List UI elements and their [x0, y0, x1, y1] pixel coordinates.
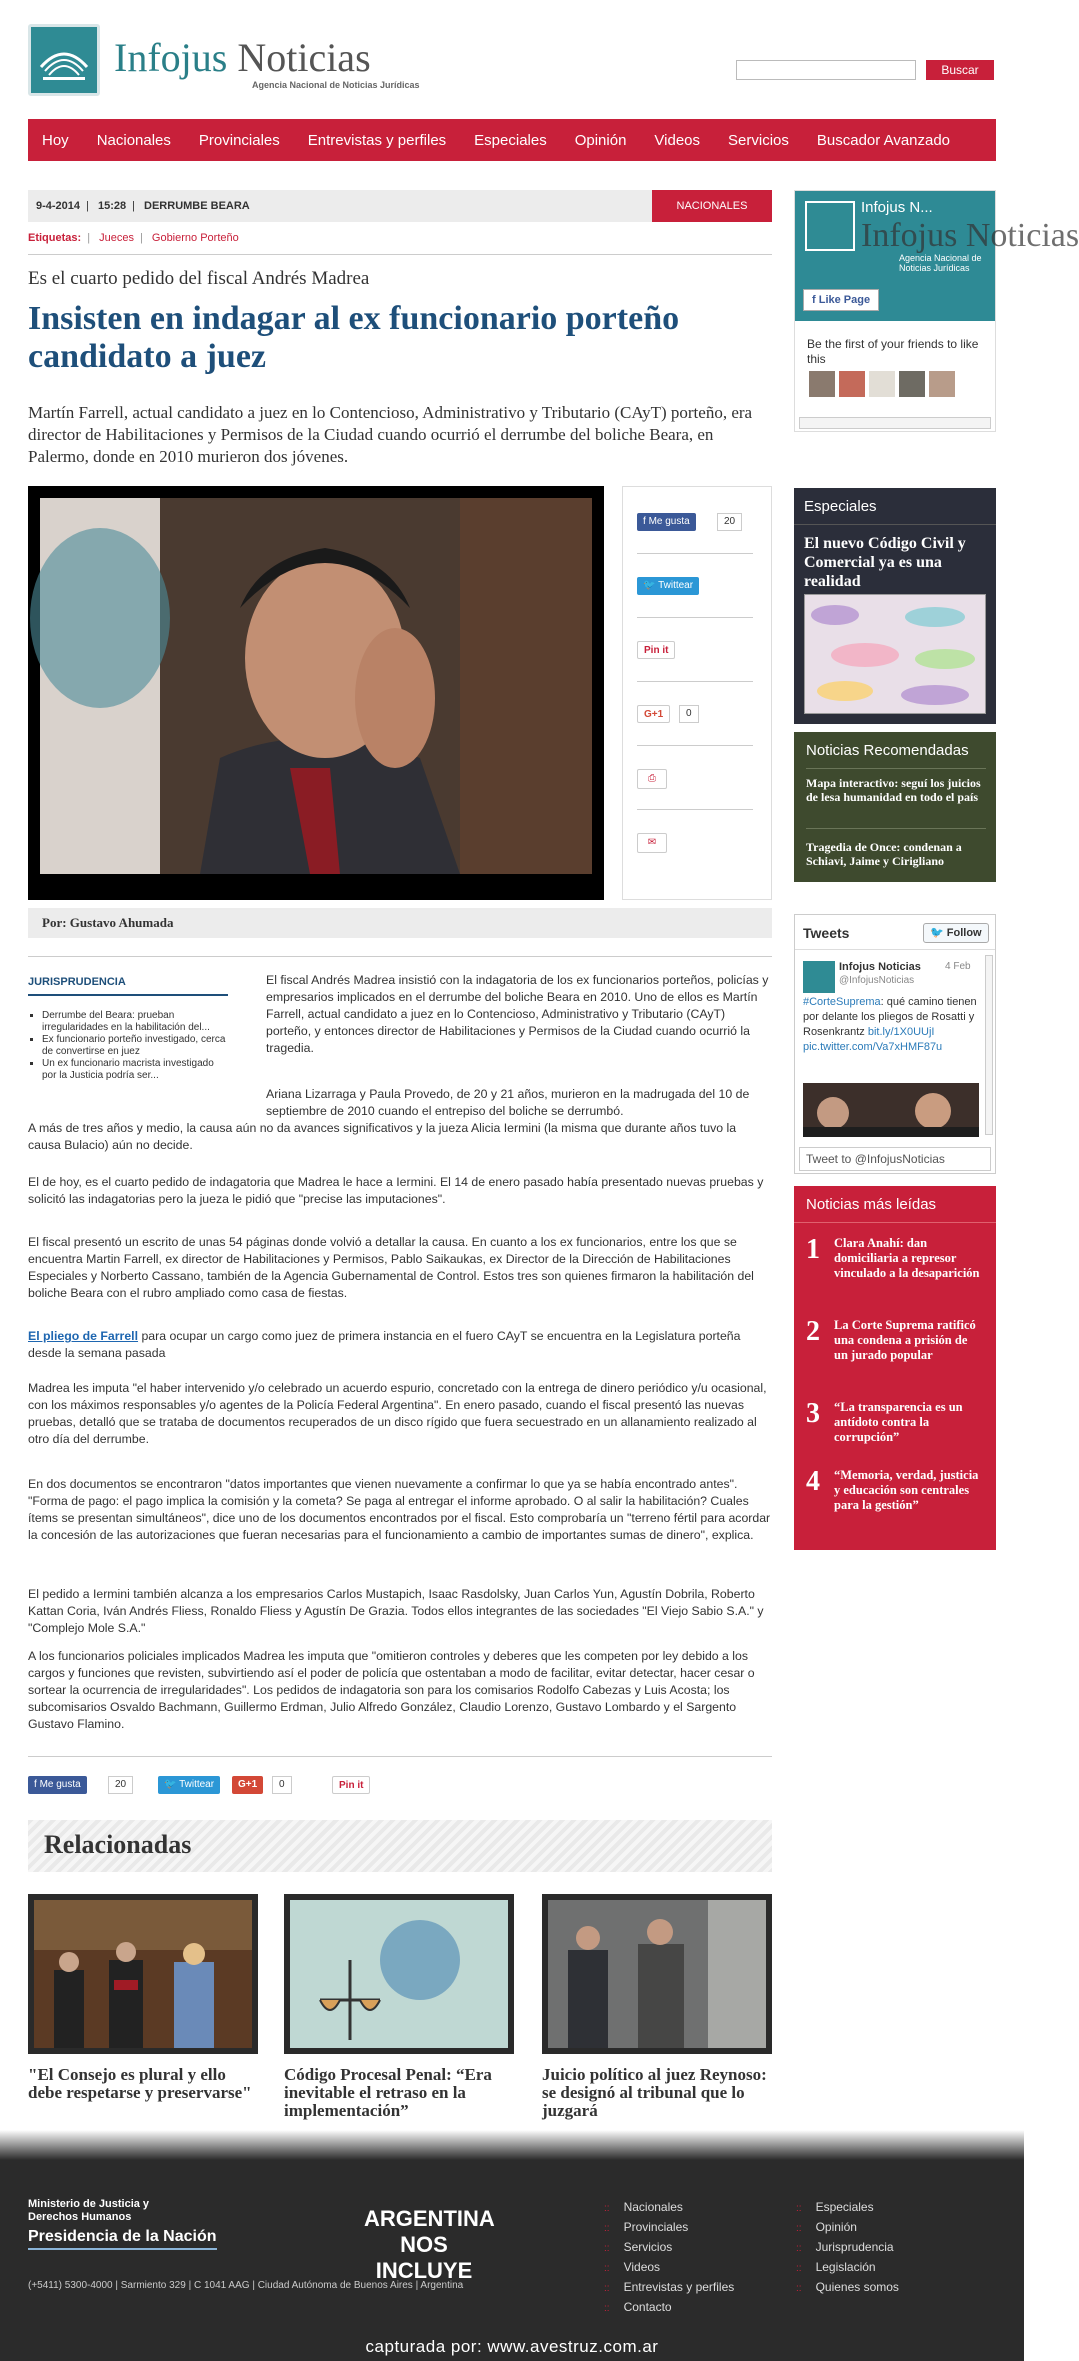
juris-link[interactable]: ▪ Derrumbe del Beara: prueban irregularidades en la habilitación del... — [42, 1010, 228, 1034]
paragraph: El fiscal presentó un escrito de unas 54 páginas donde volvió a detallar la causa. En cuanto a los ex funcionarios, entre los que se encuentra Martin Farrell, ex director de Habilitaciones y Permisos, Pablo Saikaukas, ex Director de la Dirección de Habilitaciones Especiales y Norberto Cassano, también de la Agencia Gubernamental de Control. Estos tres son quienes firmaron la habilitación del boliche Beara con el rubro ampliado como casa de fiestas. — [28, 1235, 754, 1300]
recomendada-link[interactable]: Mapa interactivo: seguí los juicios de lesa humanidad en todo el país — [806, 776, 981, 804]
nav-buscador-avanzado[interactable]: Buscador Avanzado — [816, 131, 951, 149]
fb-like-button[interactable]: f Me gusta — [637, 513, 696, 531]
rank-number: 4 — [806, 1466, 820, 1497]
divider — [795, 949, 995, 950]
pliego-link[interactable]: El pliego de Farrell — [28, 1329, 139, 1343]
footer-share-row — [28, 1776, 772, 1798]
ministry-name[interactable]: Ministerio de Justicia y Derechos Humanos — [28, 2198, 150, 2223]
mas-leida-link[interactable]: La Corte Suprema ratificó una condena a prisión de un jurado popular — [834, 1318, 976, 1362]
fb-friends-text: Be the first of your friends to like this — [807, 337, 979, 366]
footer-link[interactable]: :: Servicios — [604, 2240, 672, 2254]
nav-opinion[interactable]: Opinión — [574, 131, 627, 149]
mas-leida-link[interactable]: “La transparencia es un antídoto contra la corrupción” — [834, 1400, 963, 1444]
paragraph: El pedido a Iermini también alcanza a los empresarios Carlos Mustapich, Isaac Rasdolsky, Juan Carlos Yun, Agustín Dobrila, Roberto Kattan Coria, Iván Andrés Fliess, Ronaldo Fliess y Agustín De Grazia. Todos ellos integrantes de las sociedades "El Viejo Sabio S.A." y "Complejo Mole S.A." — [28, 1587, 764, 1635]
fb-like-page-button[interactable]: f Like Page — [803, 289, 879, 311]
tag-link[interactable]: Gobierno Porteño — [151, 232, 239, 244]
article-lead: Martín Farrell, actual candidato a juez en lo Contencioso, Administrativo y Tributario (CAyT) porteño, era director de Habilitaciones y Permisos de la Ciudad cuando ocurrió el derrumbe del boliche Beara, en Palermo, donde en 2010 murieron dos jóvenes. — [28, 403, 753, 466]
paragraph: El de hoy, es el cuarto pedido de indagatoria que Madrea le hace a Iermini. El 14 de enero pasado había presentado nuevas pruebas y solicitó las indagatorias pero la jueza le pidió que "precise las imputaciones". — [28, 1175, 764, 1206]
related-card[interactable] — [284, 1894, 514, 2120]
tweet-button[interactable]: 🐦 Twittear — [158, 1776, 220, 1794]
footer-link[interactable]: :: Contacto — [604, 2300, 672, 2314]
nav-provinciales[interactable]: Provinciales — [198, 131, 280, 149]
facebook-widget — [794, 190, 1079, 432]
paragraph: A los funcionarios policiales implicados Madrea les imputa que "omitieron controles y deberes que les competen por ley debido a los cargos y funciones que revisten, subvirtiendo así el poder de policía que ostentaban a modo de facilitar, evitar detectar, hacer cesar o sortear la ocurrencia de irregularidades". Los pedidos de indagatoria son para los comisarios Rodolfo Cabezas y Luis Acosta; los subcomisarios Osvaldo Bachmann, Guillermo Erdman, Julio Alfredo González, Claudio Lorenzo, Gustavo Lombardo y el Sargento Gustavo Flamino. — [28, 1649, 755, 1731]
fb-cover-tagline: Agencia Nacional de Noticias Jurídicas — [899, 253, 982, 273]
footer-fade — [0, 2130, 1024, 2160]
meta-bar: 9-4-2014 | 15:28 | DERRUMBE BEARA — [28, 190, 772, 222]
avatar[interactable] — [803, 961, 835, 993]
footer-link[interactable]: :: Nacionales — [604, 2200, 683, 2214]
section-badge[interactable]: NACIONALES — [652, 190, 772, 222]
share-column — [622, 486, 772, 900]
related-image — [284, 1894, 514, 2054]
related-card[interactable] — [28, 1894, 258, 2102]
argentina-nos-incluye-logo: ARGENTINA NOS INCLUYE — [364, 2206, 495, 2283]
mas-leida-link[interactable]: Clara Anahí: dan domiciliaria a represor vinculado a la desaparición — [834, 1236, 980, 1280]
author-byline: Por: Gustavo Ahumada — [28, 908, 772, 938]
avatar[interactable] — [899, 371, 925, 397]
gplus-button[interactable]: G+1 — [637, 705, 670, 723]
juris-link[interactable]: ▪ Un ex funcionario macrista investigado por la Justicia podría ser... — [42, 1058, 228, 1082]
rank-number: 2 — [806, 1316, 820, 1347]
divider — [806, 828, 986, 829]
article-date: 9-4-2014 — [36, 200, 81, 212]
recomendadas-box — [794, 732, 996, 882]
logo-second: Noticias — [237, 35, 371, 80]
gplus-count: 0 — [679, 705, 699, 723]
divider — [637, 681, 753, 682]
fb-like-count: 20 — [717, 513, 742, 531]
tweet-to-input[interactable]: Tweet to @InfojusNoticias — [799, 1147, 991, 1171]
tweet-text: #CorteSuprema: qué camino tienen por delante los pliegos de Rosatti y Rosenkrantz bit.ly/1X0UUjI pic.twitter.com/Va7xHMF87u — [803, 996, 977, 1053]
rank-number: 1 — [806, 1234, 820, 1265]
tweet-date[interactable]: 4 Feb — [945, 961, 971, 972]
footer-link[interactable]: :: Videos — [604, 2260, 660, 2274]
related-title-link[interactable]: "El Consejo es plural y ello debe respetarse y preservarse" — [28, 2065, 252, 2102]
related-image — [28, 1894, 258, 2054]
pinit-button[interactable]: Pin it — [332, 1776, 370, 1794]
divider — [794, 524, 996, 525]
gplus-button[interactable]: G+1 — [232, 1776, 263, 1794]
paragraph: En dos documentos se encontraron "datos importantes que vienen nuevamente a confirmar lo que ya se había encontrado antes". "Forma de pago: el pago implica la comisión y la cometa? Se paga al entregar el informe aprobado. O al salir la habilitación? Cuales ítems se presentan simultáneos", dice uno de los documentos encontrados por el fiscal. Esto comprobaría un "terreno fértil para acordar la concesión de las autorizaciones que fueran necesarias para el funcionamiento a cambio de importantes sumas de dinero", explica. — [28, 1477, 771, 1542]
tweet-handle[interactable]: @InfojusNoticias — [839, 975, 915, 986]
tweet-link[interactable]: bit.ly/1X0UUjI — [867, 1026, 935, 1038]
paragraph: A más de tres años y medio, la causa aún no da avances significativos y la jueza Alicia Iermini (la misma que durante años tuvo la causa Bulacio) aún no decide. — [28, 1121, 737, 1152]
follow-button[interactable]: 🐦 Follow — [923, 923, 989, 943]
especiales-box — [794, 488, 996, 724]
avatar[interactable] — [869, 371, 895, 397]
jurisprudencia-box — [28, 976, 228, 1082]
especiales-story-link[interactable]: El nuevo Código Civil y Comercial ya es una realidad — [804, 535, 966, 590]
footer-link[interactable]: :: Legislación — [796, 2260, 876, 2274]
fb-like-button[interactable]: f Me gusta — [28, 1776, 87, 1794]
divider — [806, 768, 986, 769]
footer-link[interactable]: :: Especiales — [796, 2200, 874, 2214]
fb-page-logo[interactable] — [805, 201, 855, 251]
nav-hoy[interactable]: Hoy — [42, 131, 69, 149]
tags-row: Etiquetas: | Jueces | Gobierno Porteño — [28, 232, 239, 244]
article-time: 15:28 — [97, 200, 127, 212]
tweet-media-link[interactable]: pic.twitter.com/Va7xHMF87u — [803, 1041, 943, 1053]
twitter-icon: 🐦 — [164, 1779, 180, 1790]
nav-entrevistas[interactable]: Entrevistas y perfiles — [307, 131, 447, 149]
recomendada-link[interactable]: Tragedia de Once: condenan a Schiavi, Jaime y Cirigliano — [806, 840, 962, 868]
facebook-icon: f — [812, 294, 819, 306]
nav-nacionales[interactable]: Nacionales — [96, 131, 171, 149]
pinit-button[interactable]: Pin it — [637, 641, 675, 659]
paragraph: Madrea les imputa "el haber intervenido y/o celebrado un acuerdo espurio, concretado con la entrega de dinero periódico y/u ocasional, con los máximos responsables y/o agentes de la Policía Federal Argentina". En enero pasado, cuando el fiscal presentó las nuevas pruebas, detalló que se trataba de documentos recuperados de un disco rígido que fuera secuestrado en un allanamiento realizado al otro día del derrumbe. — [28, 1381, 767, 1446]
tweet-button[interactable]: 🐦 Twittear — [637, 577, 699, 595]
avatar[interactable] — [929, 371, 955, 397]
mas-leida-link[interactable]: “Memoria, verdad, justicia y educación son centrales para la gestión” — [834, 1468, 979, 1512]
footer-address: (+5411) 5300-4000 | Sarmiento 329 | C 1041 AAG | Ciudad Autónoma de Buenos Aires | Argentina — [28, 2280, 464, 2291]
tweet-author[interactable]: Infojus Noticias — [839, 961, 921, 973]
divider — [794, 1222, 996, 1223]
hashtag-link[interactable]: #CorteSuprema — [803, 996, 881, 1008]
capture-credit: capturada por: www.avestruz.com.ar — [365, 2337, 659, 2356]
nav-servicios[interactable]: Servicios — [728, 131, 789, 149]
jurisprudencia-title: JURISPRUDENCIA — [28, 976, 228, 996]
footer-link[interactable]: :: Entrevistas y perfiles — [604, 2280, 734, 2294]
site-header — [28, 24, 996, 100]
site-footer — [0, 2160, 1024, 2361]
twitter-widget — [794, 914, 996, 1174]
photo-image — [40, 498, 592, 874]
twitter-icon: 🐦 — [930, 927, 947, 939]
fb-like-count: 20 — [108, 1776, 133, 1794]
paragraph: El pliego de Farrell para ocupar un cargo como juez de primera instancia en el fuero CAyT se encuentra en la Legislatura porteña desde la semana pasada — [28, 1329, 741, 1360]
mas-leidas-title: Noticias más leídas — [806, 1196, 937, 1213]
related-card[interactable] — [542, 1894, 772, 2120]
related-image — [542, 1894, 772, 2054]
related-title: Relacionadas — [44, 1830, 192, 1859]
footer-link[interactable]: :: Opinión — [796, 2220, 857, 2234]
logo-emblem[interactable] — [28, 24, 100, 96]
recomendadas-title: Noticias Recomendadas — [806, 742, 969, 759]
fb-cover-logo-text: Infojus Noticias — [861, 217, 1079, 254]
tags-label: Etiquetas: — [28, 232, 82, 244]
juris-link[interactable]: ▪ Ex funcionario porteño investigado, cerca de convertirse en juez — [42, 1034, 228, 1058]
jurisprudencia-list — [42, 1010, 228, 1082]
nav-videos[interactable]: Videos — [654, 131, 701, 149]
tag-link[interactable]: Jueces — [99, 232, 134, 244]
presidency-logo[interactable]: Presidencia de la Nación — [28, 2228, 217, 2250]
gplus-count: 0 — [272, 1776, 292, 1794]
article-photo — [28, 486, 604, 900]
avatar[interactable] — [809, 371, 835, 397]
mas-leidas-box — [794, 1186, 996, 1550]
divider — [637, 745, 753, 746]
divider — [637, 617, 753, 618]
logo-wordmark[interactable] — [114, 34, 371, 81]
divider — [28, 1756, 772, 1757]
especiales-title: Especiales — [804, 498, 877, 515]
email-icon[interactable]: ✉ — [637, 833, 667, 853]
twitter-icon: 🐦 — [643, 580, 659, 591]
horizontal-scrollbar[interactable] — [799, 417, 991, 429]
logo-tagline: Agencia Nacional de Noticias Jurídicas — [252, 80, 420, 90]
related-header — [28, 1820, 772, 1872]
related-title-link[interactable]: Juicio político al juez Reynoso: se designó al tribunal que lo juzgará — [542, 2065, 767, 2120]
fb-page-name[interactable]: Infojus N... — [861, 199, 933, 216]
main-nav — [28, 119, 996, 161]
facebook-icon: f — [643, 516, 649, 527]
search-button[interactable]: Buscar — [926, 60, 994, 80]
tweet-image[interactable] — [803, 1083, 979, 1137]
article-kicker: Es el cuarto pedido del fiscal Andrés Madrea — [28, 268, 370, 289]
rank-number: 3 — [806, 1398, 820, 1429]
fb-cover — [795, 191, 1079, 321]
footer-link[interactable]: :: Provinciales — [604, 2220, 688, 2234]
article-headline: Insisten en indagar al ex funcionario porteño candidato a juez — [28, 300, 680, 375]
avatar[interactable] — [839, 371, 865, 397]
paragraph: El fiscal Andrés Madrea insistió con la indagatoria de los ex funcionarios porteños, policías y empresarios implicados en el derrumbe del boliche Beara en 2010. Uno de ellos es Martín Farrell, actual candidato a juez en lo Contencioso, Administrativo y Tributario (CAyT) porteño, y entonces director de Habilitaciones y Permisos de la Ciudad cuando ocurrió la tragedia. — [266, 973, 769, 1055]
footer-link[interactable]: :: Jurisprudencia — [796, 2240, 894, 2254]
divider — [28, 254, 772, 255]
logo-main: Infojus — [114, 35, 228, 80]
divider — [637, 553, 753, 554]
vertical-scrollbar[interactable] — [985, 955, 993, 1135]
divider — [637, 809, 753, 810]
print-icon[interactable]: ⎙ — [637, 769, 667, 789]
footer-link[interactable]: :: Quienes somos — [796, 2280, 899, 2294]
facebook-icon: f — [34, 1779, 40, 1790]
nav-especiales[interactable]: Especiales — [474, 131, 547, 149]
related-title-link[interactable]: Código Procesal Penal: “Era inevitable el retraso en la implementación” — [284, 2065, 492, 2120]
tweets-title: Tweets — [803, 925, 850, 941]
paragraph: Ariana Lizarraga y Paula Provedo, de 20 y 21 años, murieron en la madrugada del 10 de septiembre de 2010 cuando el entrepiso del boliche se derrumbó. — [266, 1087, 750, 1118]
search-input[interactable] — [736, 60, 916, 80]
especiales-image[interactable] — [804, 594, 986, 714]
article-topic[interactable]: DERRUMBE BEARA — [144, 200, 250, 212]
